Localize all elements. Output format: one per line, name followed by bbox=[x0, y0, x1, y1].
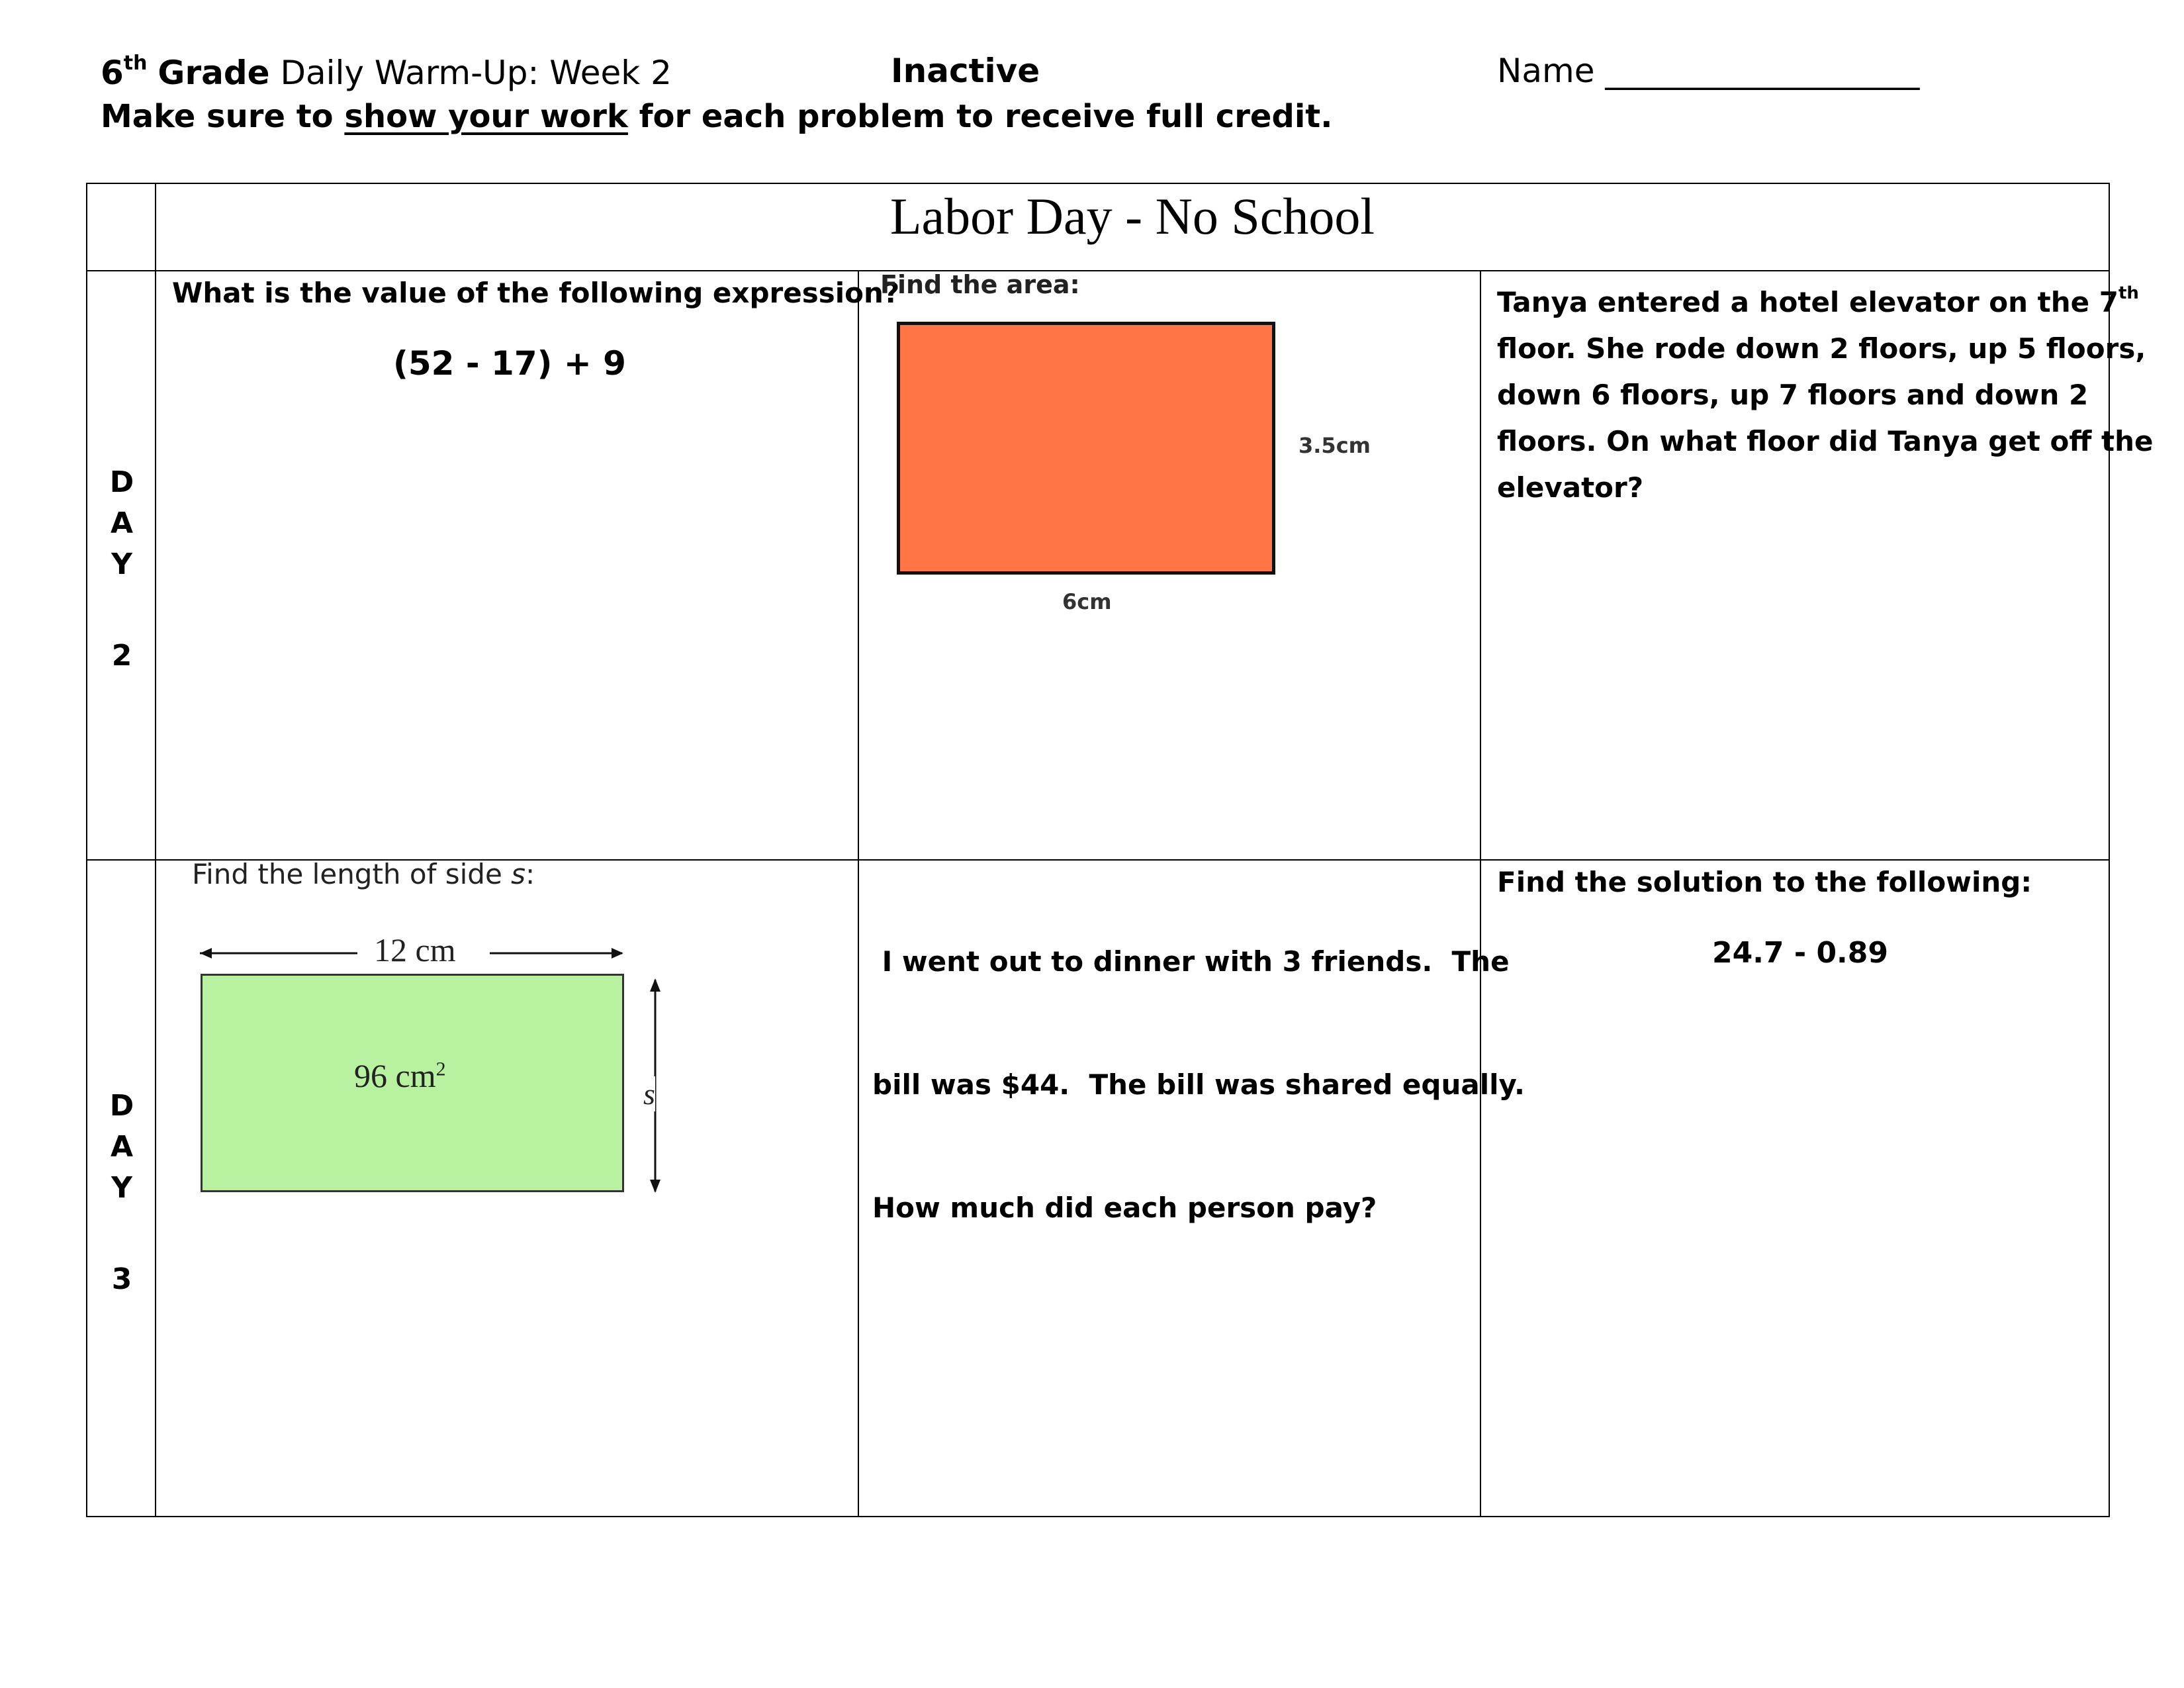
day2-problem3-line3: down 6 floors, up 7 floors and down 2 bbox=[1497, 379, 2089, 411]
day-2-letter-y: Y bbox=[111, 547, 132, 581]
day3-problem2-text bbox=[872, 859, 1525, 1270]
day3-width-label: 12 cm bbox=[374, 931, 456, 968]
day-3-letter-d: D bbox=[109, 1089, 134, 1123]
day2-problem3-line2: floor. She rode down 2 floors, up 5 floors, bbox=[1497, 332, 2146, 365]
day3-problem1-prompt-text: Find the length of side bbox=[192, 858, 512, 890]
day3-problem3-expression: 24.7 - 0.89 bbox=[1711, 936, 1889, 970]
day-2-spacer bbox=[87, 585, 156, 635]
day-3-spacer bbox=[87, 1209, 156, 1259]
day2-problem3-line5: elevator? bbox=[1497, 471, 1644, 504]
table-col-divider-1 bbox=[858, 270, 859, 1517]
day-3-letter-y: Y bbox=[111, 1171, 132, 1205]
grade-word: Grade bbox=[158, 54, 270, 92]
day2-problem3-line1 bbox=[1497, 270, 2153, 326]
day2-problem1-expression: (52 - 17) + 9 bbox=[393, 344, 626, 383]
worksheet-subtitle: Daily Warm-Up: Week 2 bbox=[280, 54, 672, 92]
day2-problem1-prompt: What is the value of the following expression? bbox=[172, 277, 900, 309]
day3-problem2-line1: I went out to dinner with 3 friends. The bbox=[872, 945, 1510, 978]
day3-area-label bbox=[354, 1056, 446, 1095]
instructions-underlined: show your work bbox=[344, 98, 628, 135]
day3-area-value: 96 cm bbox=[354, 1057, 436, 1094]
day2-problem3-ordinal: th bbox=[2118, 283, 2139, 303]
day-2-number: 2 bbox=[111, 639, 132, 673]
day3-side-label: s bbox=[643, 1077, 655, 1111]
table-border-left bbox=[86, 183, 87, 1517]
height-arrow-bottom-head bbox=[650, 1180, 660, 1193]
table-col-divider-label bbox=[155, 183, 156, 1517]
day2-area-rectangle bbox=[897, 322, 1275, 575]
day2-problem3-text bbox=[1497, 270, 2153, 511]
height-arrow-top-head bbox=[650, 978, 660, 992]
day-2-letter-a: A bbox=[110, 506, 134, 540]
day3-problem3-prompt: Find the solution to the following: bbox=[1497, 866, 2032, 898]
day-3-letter-a: A bbox=[110, 1130, 134, 1164]
day3-problem2-line3: How much did each person pay? bbox=[872, 1192, 1377, 1224]
table-border-bottom bbox=[86, 1516, 2110, 1517]
holiday-banner: Labor Day - No School bbox=[889, 187, 1375, 245]
instructions bbox=[101, 98, 1332, 135]
day3-problem2-line2: bill was $44. The bill was shared equally. bbox=[872, 1068, 1525, 1101]
day3-problem1-variable: s bbox=[511, 858, 526, 890]
day-3-label bbox=[87, 1086, 156, 1300]
day3-problem1-prompt bbox=[192, 858, 535, 890]
name-field: Name ___________________ bbox=[1497, 52, 1920, 90]
day2-height-label: 3.5cm bbox=[1298, 433, 1371, 458]
width-arrow-left-head bbox=[200, 948, 212, 959]
day3-area-exponent: 2 bbox=[435, 1058, 446, 1080]
status-label: Inactive bbox=[891, 52, 1040, 90]
day2-problem3-line4: floors. On what floor did Tanya get off the bbox=[1497, 425, 2154, 457]
day-2-label bbox=[87, 462, 156, 677]
day2-problem2-prompt: Find the area: bbox=[880, 270, 1080, 299]
grade-ordinal: th bbox=[123, 52, 148, 75]
grade-number: 6 bbox=[101, 54, 124, 92]
day2-width-label: 6cm bbox=[1062, 589, 1112, 614]
instructions-end: for each problem to receive full credit. bbox=[627, 98, 1333, 135]
instructions-start: Make sure to bbox=[101, 98, 345, 135]
day3-problem1-colon: : bbox=[525, 858, 535, 890]
width-arrow-right-head bbox=[612, 948, 623, 959]
day2-problem3-line1-text: Tanya entered a hotel elevator on the 7 bbox=[1497, 286, 2118, 318]
day-2-letter-d: D bbox=[109, 465, 134, 499]
day-3-number: 3 bbox=[111, 1262, 132, 1296]
worksheet-title bbox=[101, 52, 672, 92]
